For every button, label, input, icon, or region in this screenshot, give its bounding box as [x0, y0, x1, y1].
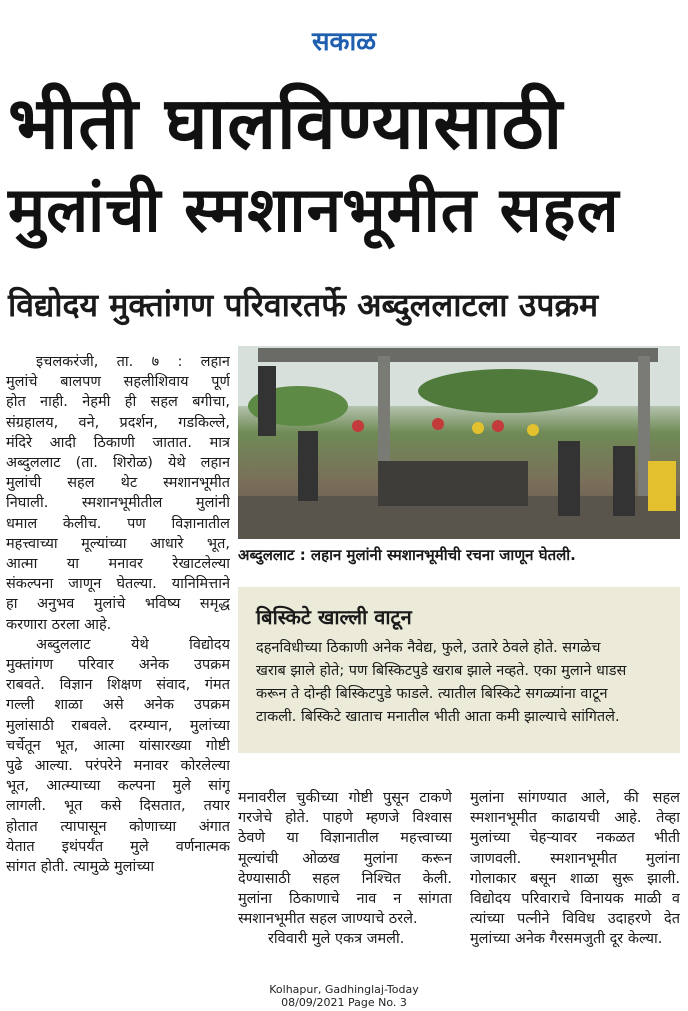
- text-line: धमाल केलीच. पण विज्ञानातील: [6, 515, 230, 532]
- text-line: स्मशानभूमीत सहल जाण्याचे ठरले.: [238, 911, 418, 928]
- text-line: मंदिरे आदी ठिकाणी जातात. मात्र: [6, 434, 230, 451]
- headline-line-2: मुलांची स्मशानभूमीत सहल: [8, 173, 620, 246]
- text-line: संकल्पना जाणून घेतल्या. यानिमित्ताने: [6, 576, 230, 593]
- subheading: विद्योदय मुक्तांगण परिवारतर्फे अब्दुललाटला उपक्रम: [8, 286, 599, 324]
- text-line: येतात इथंपर्यंत मुले वर्णनात्मक: [6, 838, 230, 855]
- text-line: रविवारी मुले एकत्र जमली.: [268, 931, 405, 948]
- text-line: स्मशानभूमीत काढायची आहे. तेव्हा: [470, 810, 680, 827]
- photo-caption: अब्दुललाट : लहान मुलांनी स्मशानभूमीची रचना जाणून घेतली.: [238, 546, 576, 564]
- text-line: मुलांसाठी राबवले. दरम्यान, मुलांच्या: [6, 717, 230, 734]
- text-line: इचलकरंजी, ता. ७ : लहान: [36, 354, 230, 370]
- headline-line-1: भीती घालविण्यासाठी: [8, 81, 564, 165]
- text-line: भूत, आत्म्याच्या कल्पना मुले सांगू: [6, 778, 230, 795]
- sidebar-box: [238, 587, 680, 753]
- footer-edition: Kolhapur, Gadhinglaj-Today: [269, 983, 419, 996]
- photo-scene: [238, 346, 680, 539]
- text-line: विद्योदय परिवाराचे विनायक माळी व: [470, 891, 680, 908]
- footer-date-page: 08/09/2021 Page No. 3: [281, 996, 407, 1009]
- text-line: सांगत होती. त्यामुळे मुलांच्या: [6, 859, 155, 876]
- text-line: गरजेचे होते. पाहणे म्हणजे विश्वास: [238, 810, 452, 827]
- text-line: मुलांच्या चेहऱ्यावर नकळत भीती: [470, 830, 680, 847]
- sidebar-box-body: [256, 637, 668, 729]
- text-line: मनावरील चुकीच्या गोष्टी पुसून टाकणे: [238, 790, 452, 806]
- text-line: करणारा ठरला आहे.: [6, 616, 112, 633]
- text-line: गल्ली शाळा असे अनेक उपक्रम: [6, 697, 230, 714]
- box-line: दहनविधीच्या ठिकाणी अनेक नैवेद्य, फुले, उतारे ठेवले होते. सगळेच: [256, 640, 601, 656]
- article-column-1: [6, 352, 230, 877]
- article-column-3: [470, 788, 680, 950]
- text-line: त्यांच्या पत्नीने विविध उदाहरणे देत: [470, 911, 680, 928]
- text-line: हा अनुभव मुलांचे भविष्य समृद्ध: [6, 596, 230, 613]
- text-line: मुलांना ठिकाणाचे नाव न सांगता: [238, 891, 452, 908]
- box-line: टाकली. बिस्किटे खाताच मनातील भीती आता कमी झाल्याचे सांगितले.: [256, 709, 620, 725]
- text-line: आत्मा या मनावर रेखाटलेल्या: [6, 556, 230, 573]
- text-line: मुलांना सांगण्यात आले, की सहल: [470, 790, 680, 806]
- text-line: राबवते. विज्ञान शिक्षण संवाद, गंमत: [6, 677, 230, 694]
- text-line: पुढे आल्या. परंपरेने मनावर कोरलेल्या: [6, 758, 230, 775]
- text-line: होत नाही. नेहमी ही सहल बगीचा,: [6, 394, 230, 411]
- text-line: मुक्तांगण परिवार अनेक उपक्रम: [6, 657, 230, 674]
- box-line: खराब झाले होते; पण बिस्किटपुडे खराब झाले नव्हते. एका मुलाने धाडस: [256, 663, 627, 679]
- sidebar-box-title: बिस्किटे खाल्ली वाटून: [256, 605, 412, 629]
- page-footer: [0, 983, 688, 1009]
- text-line: देण्यासाठी सहल निश्चित केली.: [238, 870, 452, 887]
- text-line: मुलांच्या अनेक गैरसमजुती दूर केल्या.: [470, 931, 663, 948]
- text-line: निघाली. स्मशानभूमीतील मुलांनी: [6, 495, 230, 512]
- text-line: मूल्यांची ओळख मुलांना करून: [238, 850, 452, 867]
- box-line: करून ते दोन्ही बिस्किटपुडे फाडले. त्यातील बिस्किटे सगळ्यांना वाटून: [256, 686, 608, 702]
- text-line: चर्चेतून भूत, आत्मा यांसारख्या गोष्टी: [6, 737, 230, 754]
- text-line: महत्त्वाच्या मूल्यांच्या आधारे भूत,: [6, 535, 230, 552]
- text-line: मुलांचे बालपण सहलीशिवाय पूर्ण: [6, 374, 230, 391]
- text-line: होतात त्यापासून कोणाच्या अंगात: [6, 818, 230, 835]
- text-line: अब्दुललाट येथे विद्योदय: [36, 636, 230, 653]
- text-line: गोलाकार बसून शाळा सुरू झाली.: [470, 870, 680, 887]
- newspaper-logo: सकाळ: [311, 27, 377, 57]
- text-line: मुलांची सहल थेट स्मशानभूमीत: [6, 475, 230, 492]
- article-photo: [238, 346, 680, 539]
- text-line: अब्दुललाट (ता. शिरोळ) येथे लहान: [6, 455, 230, 472]
- text-line: ठेवणे या विज्ञानातील महत्त्वाच्या: [238, 830, 452, 847]
- text-line: संग्रहालय, वने, प्रदर्शन, गडकिल्ले,: [6, 414, 230, 431]
- article-column-2: [238, 788, 452, 950]
- text-line: जाणवली. स्मशानभूमीत मुलांना: [470, 850, 680, 867]
- text-line: लागली. भूत कसे दिसतात, तयार: [6, 798, 230, 815]
